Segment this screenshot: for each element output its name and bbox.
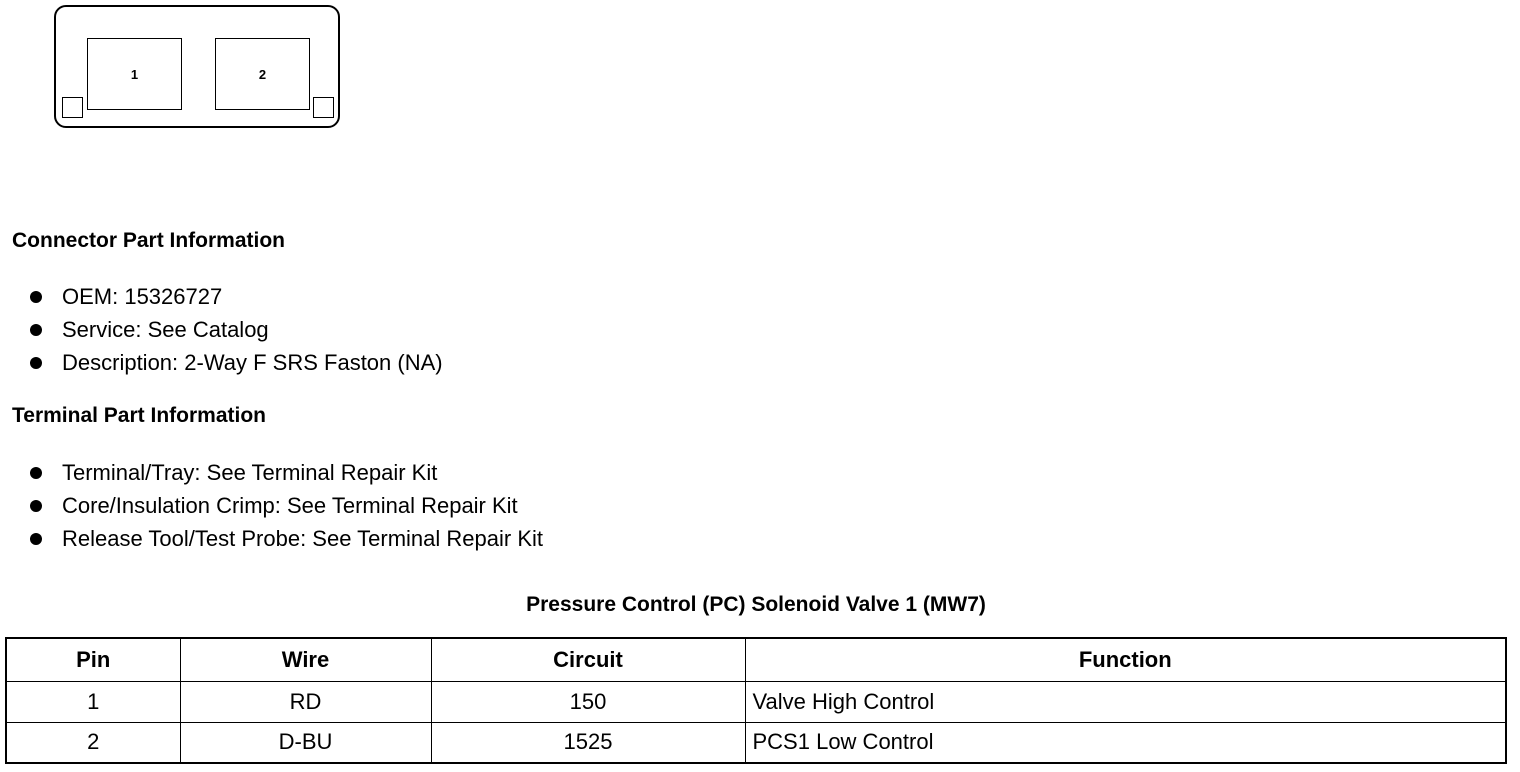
latch-right [313,97,334,118]
header-function: Function [745,638,1506,681]
list-item: Release Tool/Test Probe: See Terminal Repair Kit [28,522,543,555]
terminal-info-list [28,456,543,555]
list-item: OEM: 15326727 [28,280,443,313]
cell-circuit: 1525 [431,722,745,763]
bullet-icon [30,324,42,336]
terminal-info-heading: Terminal Part Information [12,404,266,427]
table-row [6,681,1506,722]
list-item: Description: 2-Way F SRS Faston (NA) [28,346,443,379]
table-row [6,722,1506,763]
bullet-icon [30,357,42,369]
bullet-icon [30,533,42,545]
connector-face-diagram [54,5,340,128]
cell-pin: 2 [6,722,180,763]
list-item: Core/Insulation Crimp: See Terminal Repair Kit [28,489,543,522]
cell-wire: D-BU [180,722,431,763]
latch-left [62,97,83,118]
connector-info-heading: Connector Part Information [12,229,286,252]
cavity-label: 1 [130,66,139,82]
cavity-1 [87,38,182,110]
list-item: Service: See Catalog [28,313,443,346]
pinout-table [5,637,1507,764]
list-item: Terminal/Tray: See Terminal Repair Kit [28,456,543,489]
bullet-icon [30,467,42,479]
bullet-icon [30,291,42,303]
bullet-icon [30,500,42,512]
cavity-label: 2 [258,66,267,82]
cell-circuit: 150 [431,681,745,722]
table-title: Pressure Control (PC) Solenoid Valve 1 (MW7) [526,593,986,616]
cell-pin: 1 [6,681,180,722]
table-header-row [6,638,1506,681]
connector-info-list [28,280,443,379]
cell-wire: RD [180,681,431,722]
cell-function: Valve High Control [745,681,1506,722]
cell-function: PCS1 Low Control [745,722,1506,763]
header-wire: Wire [180,638,431,681]
header-pin: Pin [6,638,180,681]
cavity-2 [215,38,310,110]
header-circuit: Circuit [431,638,745,681]
